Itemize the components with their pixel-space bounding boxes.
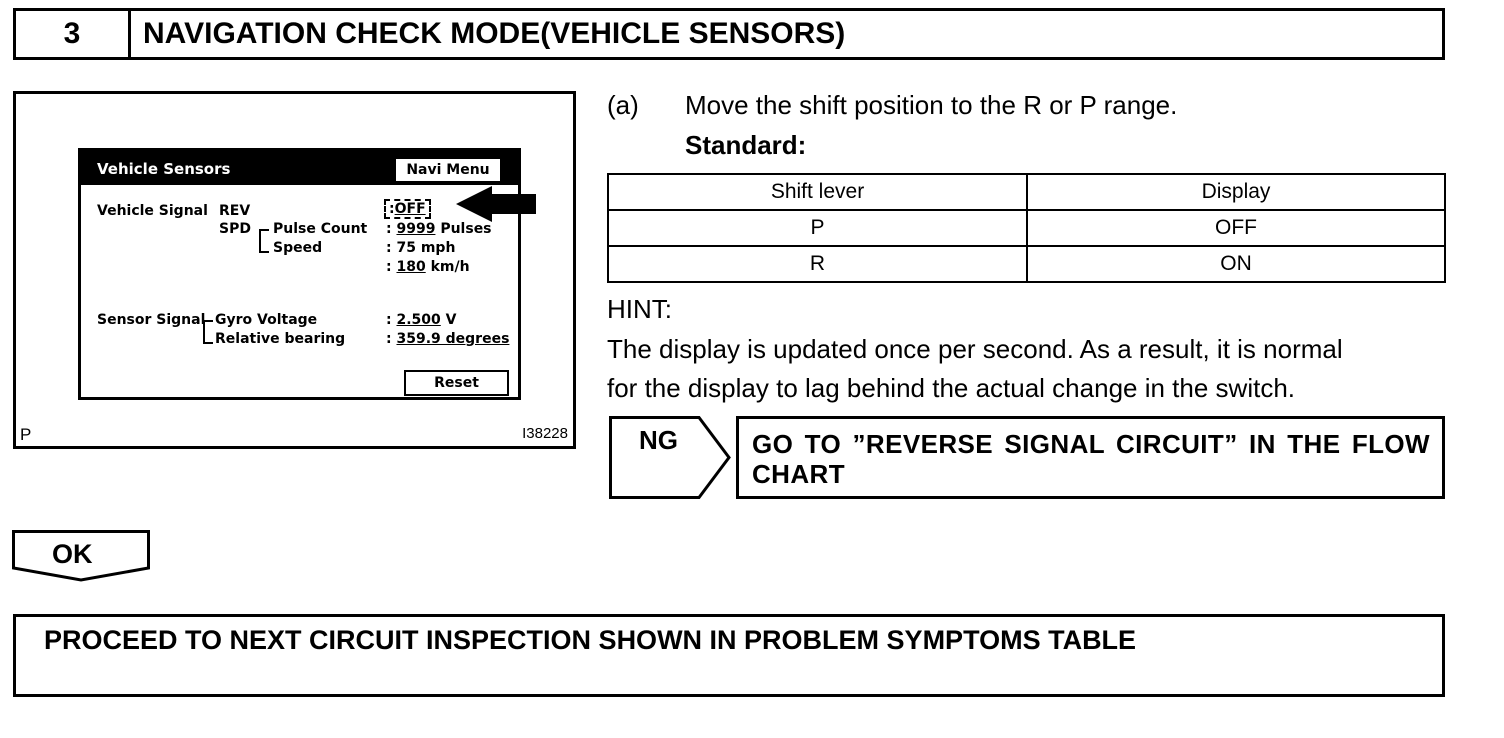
vehicle-sensors-screen [78,148,521,400]
navi-menu-button[interactable]: Navi Menu [394,157,502,183]
hint-line-1: The display is updated once per second. As a result, it is normal [607,334,1343,364]
table-header-shift: Shift lever [608,174,1027,210]
sensor-signal-label: Sensor Signal [97,312,206,328]
bearing-value: 359.9 degrees [396,331,510,347]
table-header-display: Display [1027,174,1445,210]
standard-table [607,173,1446,283]
table-row [608,210,1445,246]
reset-button[interactable]: Reset [404,370,509,396]
speed-mph-value: 75 mph [396,240,456,256]
proceed-box [13,614,1445,697]
ok-arrow [12,530,150,582]
step-a-text: Move the shift position to the R or P range. [685,90,1178,120]
screen-title: Vehicle Sensors [97,160,231,178]
table-cell: P [608,210,1027,246]
hint-line-2: for the display to lag behind the actual change in the switch. [607,373,1295,403]
ng-action-box [736,416,1445,499]
step-a-label: (a) [607,90,639,120]
speed-kmh-row: : 180 km/h [386,259,470,275]
table-row [608,246,1445,282]
step-header [13,8,1445,60]
pulse-value-row: : 9999 Pulses [386,221,492,237]
speed-kmh-value: 180 [396,259,426,275]
sensor-bracket [203,320,213,344]
relative-bearing-label: Relative bearing [215,331,346,347]
table-header-row [608,174,1445,210]
gyro-value-row: : 2.500 V [386,312,457,328]
pulse-value: 9999 [396,221,436,237]
screen-title-bar [81,151,518,185]
figure-corner-left: P [20,425,32,444]
gyro-value: 2.500 [396,312,441,328]
vehicle-signal-label: Vehicle Signal [97,203,208,219]
speed-mph-row: : 75 mph [386,240,456,256]
proceed-text: PROCEED TO NEXT CIRCUIT INSPECTION SHOWN IN PROBLEM SYMPTOMS TABLE [44,625,1137,655]
standard-label: Standard: [685,130,807,160]
speed-label: Speed [273,240,323,256]
gyro-voltage-label: Gyro Voltage [215,312,318,328]
spd-label: SPD [219,221,251,237]
rev-value-row [384,201,431,217]
pulse-count-label: Pulse Count [273,221,368,237]
ng-label: NG [639,425,678,455]
figure-id: I38228 [522,425,568,442]
table-cell: R [608,246,1027,282]
ok-label: OK [52,539,93,569]
pointer-arrow-icon [456,186,538,222]
screen-figure [13,91,576,449]
rev-value: :OFF [384,199,431,219]
hint-label: HINT: [607,294,672,324]
step-title: NAVIGATION CHECK MODE(VEHICLE SENSORS) [143,17,846,50]
table-cell: OFF [1027,210,1445,246]
rev-label: REV [219,203,251,219]
ng-action-text: GO TO ”REVERSE SIGNAL CIRCUIT” IN THE FLOW CHART [752,429,1430,489]
spd-bracket [259,229,269,253]
bearing-value-row: : 359.9 degrees [386,331,510,347]
step-number: 3 [16,11,131,57]
ng-arrow [609,416,731,499]
table-cell: ON [1027,246,1445,282]
